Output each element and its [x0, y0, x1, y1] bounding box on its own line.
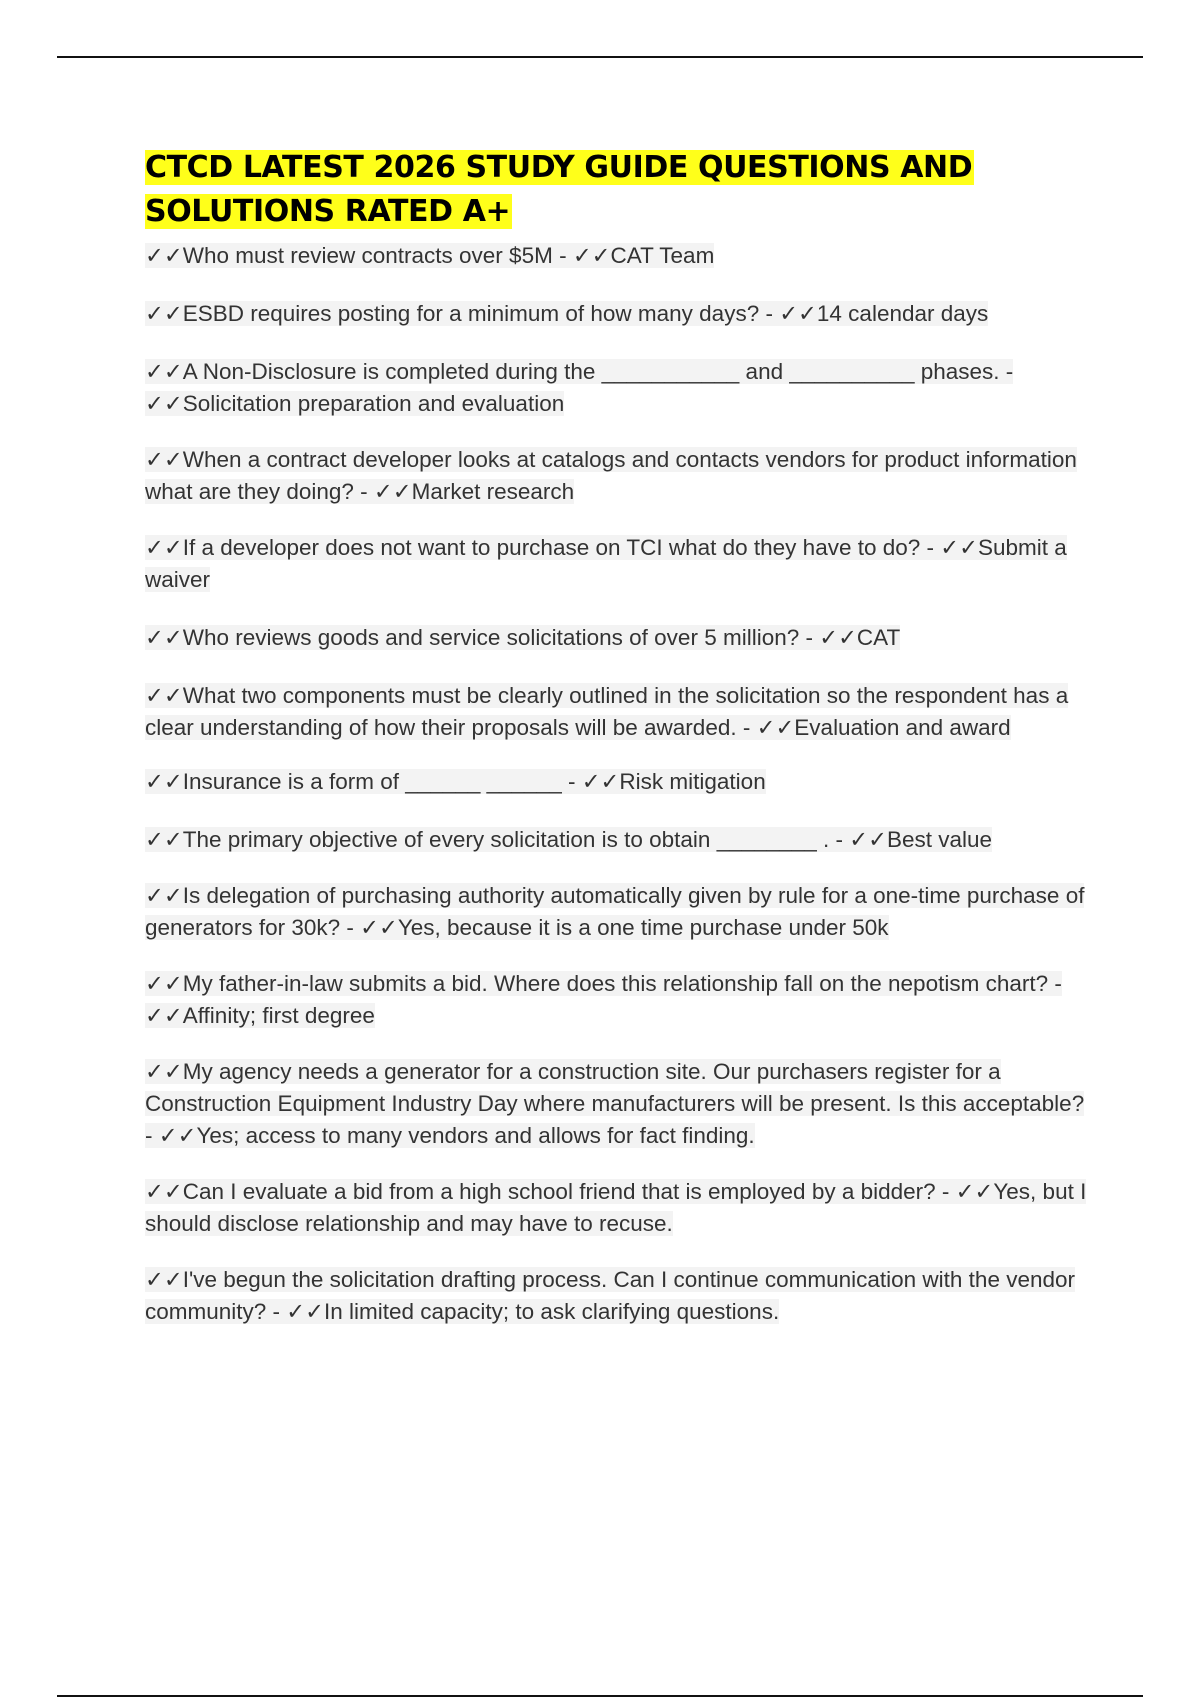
document-body — [145, 146, 1090, 1328]
qa-item: ✓✓Is delegation of purchasing authority automatically given by rule for a one-time purchase of generators for 30k? - ✓✓Yes, because it is a one time purchase under 50k — [145, 883, 1085, 940]
qa-list — [145, 240, 1090, 1328]
qa-item: ✓✓A Non-Disclosure is completed during the ___________ and __________ phases. - ✓✓Solicitation preparation and evaluation — [145, 359, 1014, 416]
document-title — [145, 146, 1090, 234]
qa-item: ✓✓The primary objective of every solicitation is to obtain ________ . - ✓✓Best value — [145, 827, 993, 852]
qa-item: ✓✓What two components must be clearly outlined in the solicitation so the respondent has a clear understanding of how their proposals will be awarded. - ✓✓Evaluation and award — [145, 683, 1069, 740]
footer-rule — [57, 1695, 1143, 1697]
qa-item: ✓✓When a contract developer looks at catalogs and contacts vendors for product information what are they doing? - ✓✓Market research — [145, 447, 1077, 504]
qa-item: ✓✓If a developer does not want to purchase on TCI what do they have to do? - ✓✓Submit a waiver — [145, 535, 1067, 592]
qa-item: ✓✓Who reviews goods and service solicitations of over 5 million? - ✓✓CAT — [145, 625, 901, 650]
qa-item: ✓✓Who must review contracts over $5M - ✓✓CAT Team — [145, 243, 715, 268]
qa-item: ✓✓ESBD requires posting for a minimum of how many days? - ✓✓14 calendar days — [145, 301, 989, 326]
qa-item: ✓✓Can I evaluate a bid from a high school friend that is employed by a bidder? - ✓✓Yes, but I should disclose relationship and may have to recuse. — [145, 1179, 1087, 1236]
qa-item: ✓✓Insurance is a form of ______ ______ - ✓✓Risk mitigation — [145, 769, 766, 794]
qa-item: ✓✓My father-in-law submits a bid. Where does this relationship fall on the nepotism chart? - ✓✓Affinity; first degree — [145, 971, 1062, 1028]
qa-item: ✓✓My agency needs a generator for a construction site. Our purchasers register for a Construction Equipment Industry Day where manufacturers will be present. Is this acceptable? - ✓✓Yes; access to many vendors and allows for fact finding. — [145, 1059, 1085, 1148]
header-rule — [57, 56, 1143, 58]
title-highlight: CTCD LATEST 2026 STUDY GUIDE QUESTIONS AND SOLUTIONS RATED A+ — [145, 150, 973, 229]
qa-item: ✓✓I've begun the solicitation drafting process. Can I continue communication with the vendor community? - ✓✓In limited capacity; to ask clarifying questions. — [145, 1267, 1076, 1324]
